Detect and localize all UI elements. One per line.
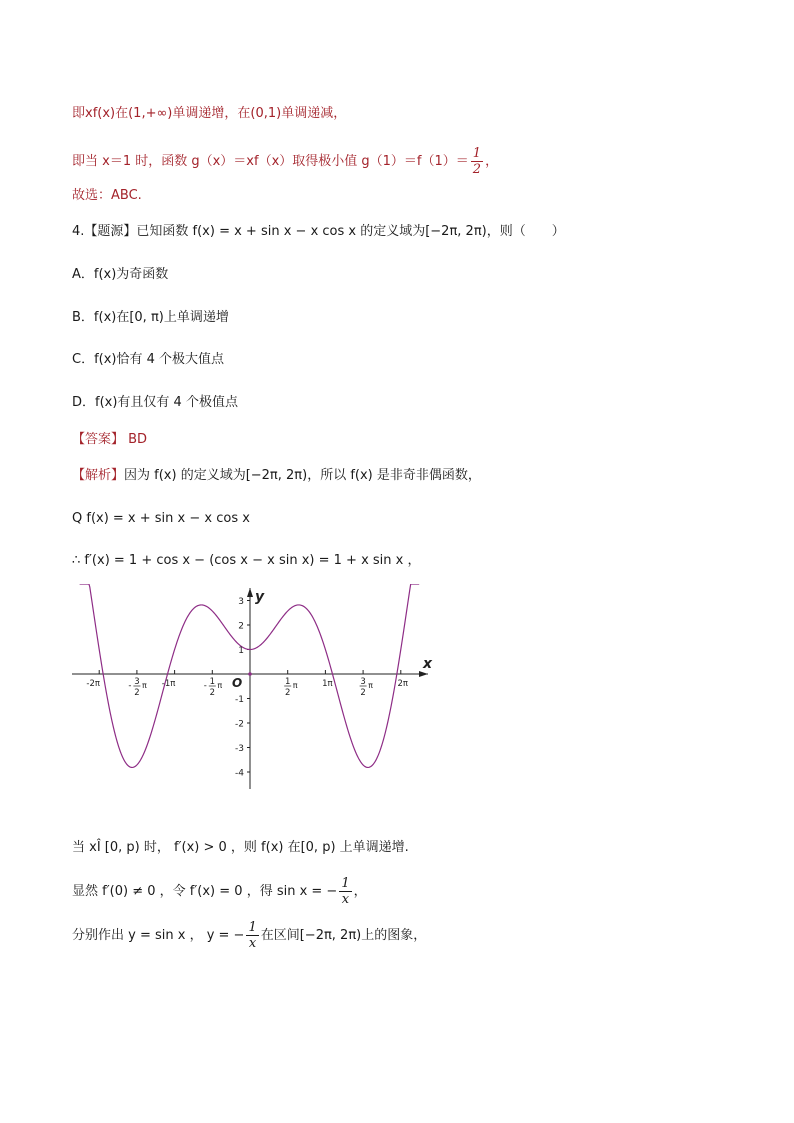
y-tick-label: 1 xyxy=(238,646,244,656)
question-4-stem: 4.【题源】已知函数 f(x) = x + sin x − x cos x 的定义域为[−2π, 2π)，则（ ） xyxy=(72,224,565,239)
y-tick-label: -4 xyxy=(235,768,244,779)
option-b: B．f(x)在[0, π)上单调递增 xyxy=(72,310,229,325)
fraction-one-over-x-2: $\frac{1}{x}$ xyxy=(248,920,257,951)
solution-line-2: 即当 x＝1 时，函数 g（x）＝xf（x）取得极小值 g（1）＝f（1）＝ $\frac{1}{2}$ ， xyxy=(72,146,499,177)
x-frac-num: 3 xyxy=(134,677,140,687)
solution-line-2-text: 即当 x＝1 时，函数 g（x）＝xf（x）取得极小值 g（1）＝f（1）＝ xyxy=(72,154,469,169)
curve-f-prime xyxy=(80,584,420,767)
x-tick-label: -2π xyxy=(86,679,101,689)
x-frac-den: 2 xyxy=(134,688,140,698)
y-tick-label: -2 xyxy=(235,719,244,730)
answer-line: 【答案】 BD xyxy=(72,432,148,447)
y-tick-label: -3 xyxy=(235,744,244,754)
x-frac-num: 3 xyxy=(360,677,366,687)
x-frac-num: 1 xyxy=(209,677,216,687)
x-frac-den: 2 xyxy=(209,688,216,698)
x-frac-pi: π xyxy=(141,681,147,690)
x-frac-sign: - xyxy=(203,681,207,691)
x-axis-label: x xyxy=(423,656,433,672)
solution-line-3: 故选：ABC. xyxy=(72,188,142,203)
y-tick-label: 2 xyxy=(238,621,244,632)
after-line-3: 分别作出 y = sin x ， y = − $\frac{1}{x}$ 在区间[−2π, 2π)上的图象， xyxy=(72,920,427,951)
x-tick-label: -1π xyxy=(161,679,176,689)
x-frac-pi: π xyxy=(217,681,223,690)
option-c: C．f(x)恰有 4 个极大值点 xyxy=(72,352,225,367)
analysis-line xyxy=(72,466,481,486)
option-a: A．f(x)为奇函数 xyxy=(72,267,169,282)
y-tick-label: -1 xyxy=(235,695,244,705)
derivative-graph xyxy=(66,584,446,794)
fraction-one-half: $\frac{1}{2}$ xyxy=(472,146,482,177)
origin-dot xyxy=(248,672,252,676)
analysis-text: 因为 f(x) 的定义域为[−2π, 2π)，所以 f(x) 是非奇非偶函数， xyxy=(124,468,481,483)
x-tick-label: 1π xyxy=(322,679,333,689)
x-frac-num: 1 xyxy=(284,677,291,687)
y-tick-label: 3 xyxy=(238,597,244,607)
x-frac-den: 2 xyxy=(284,688,291,698)
after-line-2: 显然 f′(0) ≠ 0 ，令 f′(x) = 0 ，得 sin x = − $\frac{1}{x}$ ， xyxy=(72,876,367,907)
solution-line-1: 即xf(x)在(1,+∞)单调递增，在(0,1)单调递减， xyxy=(72,106,347,121)
fraction-one-over-x: $\frac{1}{x}$ xyxy=(341,876,350,907)
option-d: D．f(x)有且仅有 4 个极值点 xyxy=(72,395,238,410)
analysis-heading: 【解析】 xyxy=(72,468,125,483)
x-frac-sign: - xyxy=(128,681,132,691)
y-axis-label: y xyxy=(255,589,265,605)
origin-label: O xyxy=(232,676,243,690)
x-frac-den: 2 xyxy=(360,688,366,698)
after-line-1: 当 xÎ [0, p) 时， f′(x) > 0 ，则 f(x) 在[0, p) 上单调递增. xyxy=(72,840,409,855)
y-axis-arrow xyxy=(247,588,253,597)
x-tick-label: 2π xyxy=(397,679,409,689)
step-line-1: Q f(x) = x + sin x − x cos x xyxy=(72,511,250,526)
x-frac-pi: π xyxy=(368,681,374,690)
x-frac-pi: π xyxy=(292,681,298,690)
step-line-2: ∴ f′(x) = 1 + cos x − (cos x − x sin x) = 1 + x sin x ， xyxy=(72,553,421,568)
